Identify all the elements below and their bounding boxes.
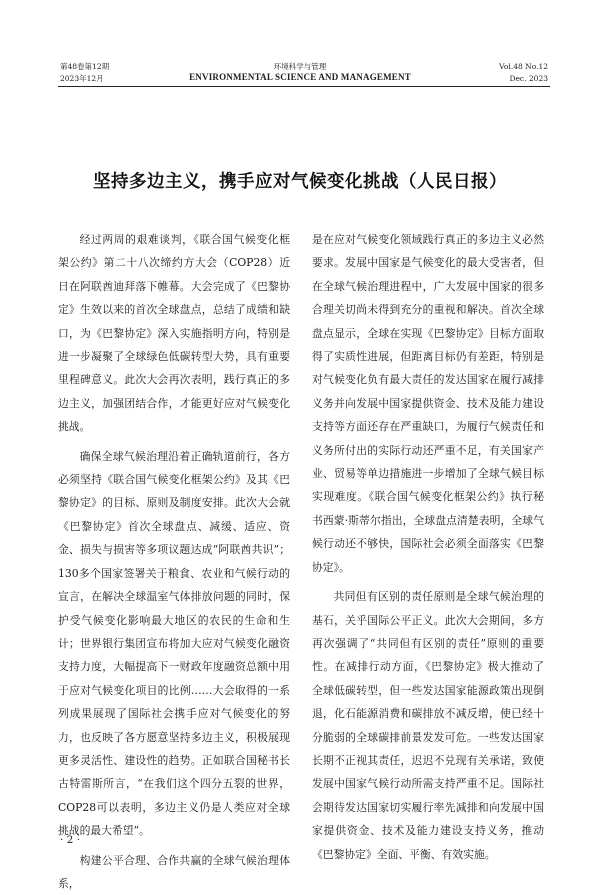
body-column-right <box>312 228 544 866</box>
header-divider <box>58 86 550 87</box>
paragraph: 是在应对气候变化领域践行真正的多边主义必然要求。发展中国家是气候变化的最大受害者，但在全球气候治理进程中，广大发展中国家的很多合理关切尚未得到充分的重视和解决。首次全球盘点显示，全球在实现《巴黎协定》目标方面取得了实质性进展，但距离目标仍有差距，特别是对气候变化负有最大责任的发达国家在履行减排义务并向发展中国家提供资金、技术及能力建设支持等方面还存在严重缺口，为履行气候责任和义务所付出的实际行动还严重不足，有关国家产业、贸易等单边措施进一步增加了全球气候目标实现难度。《联合国气候变化框架公约》执行秘书西蒙·斯蒂尔指出，全球盘点清楚表明，全球气候行动还不够快，国际社会必须全面落实《巴黎协定》。 <box>312 233 544 574</box>
header-right <box>499 61 548 85</box>
paragraph: 共同但有区别的责任原则是全球气候治理的基石，关乎国际公平正义。此次大会期间，多方再次强调了“共同但有区别的责任”原则的重要性。在减排行动方面，《巴黎协定》极大推动了全球低碳转型，但一些发达国家能源政策出现倒退，化石能源消费和碳排放不减反增，使已经十分脆弱的全球碳排前景发发可危。一些发达国家长期不正视其责任，迟迟不兑现有关承诺，致使发展中国家气候行动所需支持严重不足。国际社会期待发达国家切实履行率先减排和向发展中国家提供资金、技术及能力建设支持义务，推动《巴黎协定》全面、平衡、有效实施。 <box>312 590 544 861</box>
date-cn: 2023年12月 <box>60 74 104 83</box>
volume-issue-cn: 第48卷第12期 <box>60 62 110 71</box>
paragraph: 确保全球气候治理沿着正确轨道前行，各方必须坚持《联合国气候变化框架公约》及其《巴黎协定》的目标、原则及制度安排。此次大会就《巴黎协定》首次全球盘点、减缓、适应、资金、损失与损害等多项议题达成“阿联酋共识”；130多个国家签署关于粮食、农业和气候行动的宣言，在解决全球温室气体排放问题的同时，保护受气候变化影响最大地区的农民的生命和生计；世界银行集团宣布将加大应对气候变化融资支持力度，大幅提高下一财政年度融资总额中用于应对气候变化项目的比例……大会取得的一系列成果展现了国际社会携手应对气候变化的努力，也反映了各方愿意坚持多边主义，积极展现更多灵活性、建设性的趋势。正如联合国秘书长古特雷斯所言，“在我们这个四分五裂的世界，COP28可以表明，多边主义仍是人类应对全球挑战的最大希望”。 <box>58 449 290 838</box>
running-header <box>0 0 600 96</box>
journal-name-cn: 环境科学与管理 <box>273 62 327 71</box>
volume-issue-en: Vol.48 No.12 <box>499 62 548 71</box>
paragraph: 构建公平合理、合作共赢的全球气候治理体系， <box>58 853 290 890</box>
journal-name-en: ENVIRONMENTAL SCIENCE AND MANAGEMENT <box>189 72 411 82</box>
paragraph: 经过两周的艰难谈判，《联合国气候变化框架公约》第二十八次缔约方大会（COP28）近日在阿联酋迪拜落下帷幕。大会完成了《巴黎协定》生效以来的首次全球盘点，总结了成绩和缺口，为《巴黎协定》深入实施指明方向，特别是进一步凝聚了全球绿色低碳转型大势，具有重要里程碑意义。此次大会再次表明，践行真正的多边主义，加强团结合作，才能更好应对气候变化挑战。 <box>58 233 290 434</box>
body-column-left <box>58 228 290 895</box>
article-title: 坚持多边主义，携手应对气候变化挑战（人民日报） <box>93 171 507 192</box>
page-number: · 2 · <box>60 834 81 846</box>
date-en: Dec. 2023 <box>509 74 548 83</box>
